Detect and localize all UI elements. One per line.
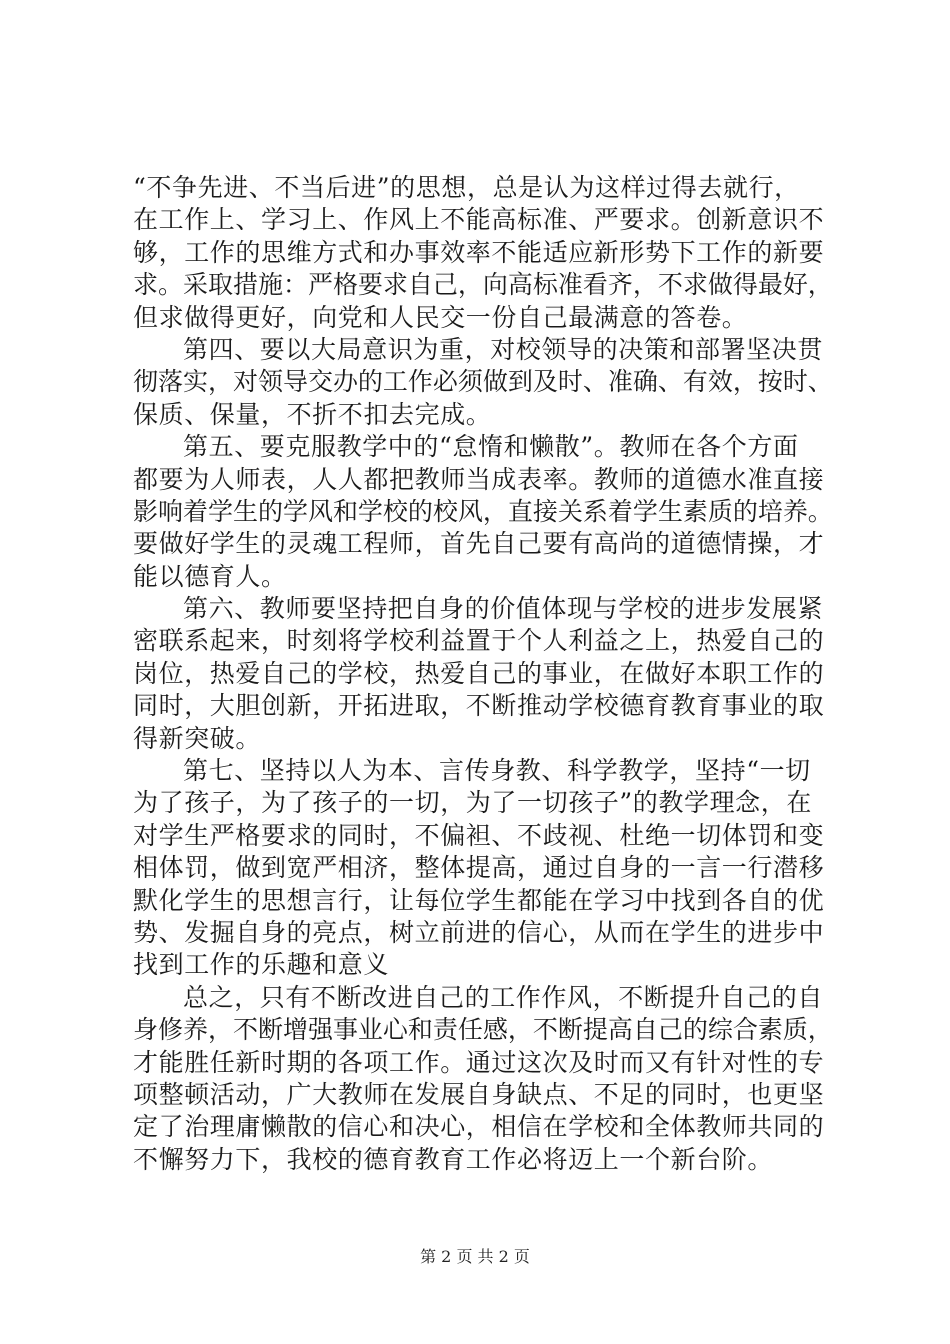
text-line: 求。采取措施：严格要求自己，向高标准看齐，不求做得最好， xyxy=(133,270,833,300)
text-line: 密联系起来，时刻将学校利益置于个人利益之上，热爱自己的 xyxy=(133,626,825,656)
text-line: 定了治理庸懒散的信心和决心，相信在学校和全体教师共同的 xyxy=(133,1112,825,1142)
paragraph-first-line: 第四、要以大局意识为重，对校领导的决策和部署坚决贯 xyxy=(183,334,824,364)
text-line: 保质、保量，不折不扣去完成。 xyxy=(133,399,492,429)
text-line: 同时，大胆创新，开拓进取，不断推动学校德育教育事业的取 xyxy=(133,691,825,721)
document-body xyxy=(133,172,833,1176)
paragraph-first-line: 第五、要克服教学中的“怠惰和懒散”。教师在各个方面 xyxy=(183,432,799,462)
text-line: 得新突破。 xyxy=(133,723,262,753)
text-line: 但求做得更好，向党和人民交一份自己最满意的答卷。 xyxy=(133,302,748,332)
text-line: 才能胜任新时期的各项工作。通过这次及时而又有针对性的专 xyxy=(133,1047,825,1077)
text-line: 影响着学生的学风和学校的校风，直接关系着学生素质的培养。 xyxy=(133,496,833,526)
paragraph-first-line: 总之，只有不断改进自己的工作作风，不断提升自己的自 xyxy=(183,982,824,1012)
text-line: 够，工作的思维方式和办事效率不能适应新形势下工作的新要 xyxy=(133,237,825,267)
text-line: 找到工作的乐趣和意义 xyxy=(133,950,390,980)
text-line: 彻落实，对领导交办的工作必须做到及时、准确、有效，按时、 xyxy=(133,367,833,397)
text-line: 默化学生的思想言行，让每位学生都能在学习中找到各自的优 xyxy=(133,885,825,915)
text-line: 对学生严格要求的同时，不偏袒、不歧视、杜绝一切体罚和变 xyxy=(133,820,825,850)
text-line: 在工作上、学习上、作风上不能高标准、严要求。创新意识不 xyxy=(133,205,825,235)
text-line: 相体罚，做到宽严相济，整体提高，通过自身的一言一行潜移 xyxy=(133,853,825,883)
text-line: 项整顿活动，广大教师在发展自身缺点、不足的同时，也更坚 xyxy=(133,1079,825,1109)
page-footer: 第 2 页 共 2 页 xyxy=(420,1247,530,1266)
text-line: 岗位，热爱自己的学校，热爱自己的事业，在做好本职工作的 xyxy=(133,658,825,688)
paragraph-first-line: 第七、坚持以人为本、言传身教、科学教学，坚持“一切 xyxy=(183,756,811,786)
text-line: 能以德育人。 xyxy=(133,561,287,591)
text-line: 不懈努力下，我校的德育教育工作必将迈上一个新台阶。 xyxy=(133,1144,774,1174)
text-line: 为了孩子，为了孩子的一切，为了一切孩子”的教学理念，在 xyxy=(133,788,812,818)
text-line: 势、发掘自身的亮点，树立前进的信心，从而在学生的进步中 xyxy=(133,917,825,947)
paragraph-first-line: 第六、教师要坚持把自身的价值体现与学校的进步发展紧 xyxy=(183,594,824,624)
text-line: 都要为人师表，人人都把教师当成表率。教师的道德水准直接 xyxy=(133,464,825,494)
text-line: 要做好学生的灵魂工程师，首先自己要有高尚的道德情操，才 xyxy=(133,529,825,559)
text-line: “不争先进、不当后进”的思想，总是认为这样过得去就行， xyxy=(133,173,800,202)
text-line: 身修养，不断增强事业心和责任感，不断提高自己的综合素质， xyxy=(133,1015,833,1045)
